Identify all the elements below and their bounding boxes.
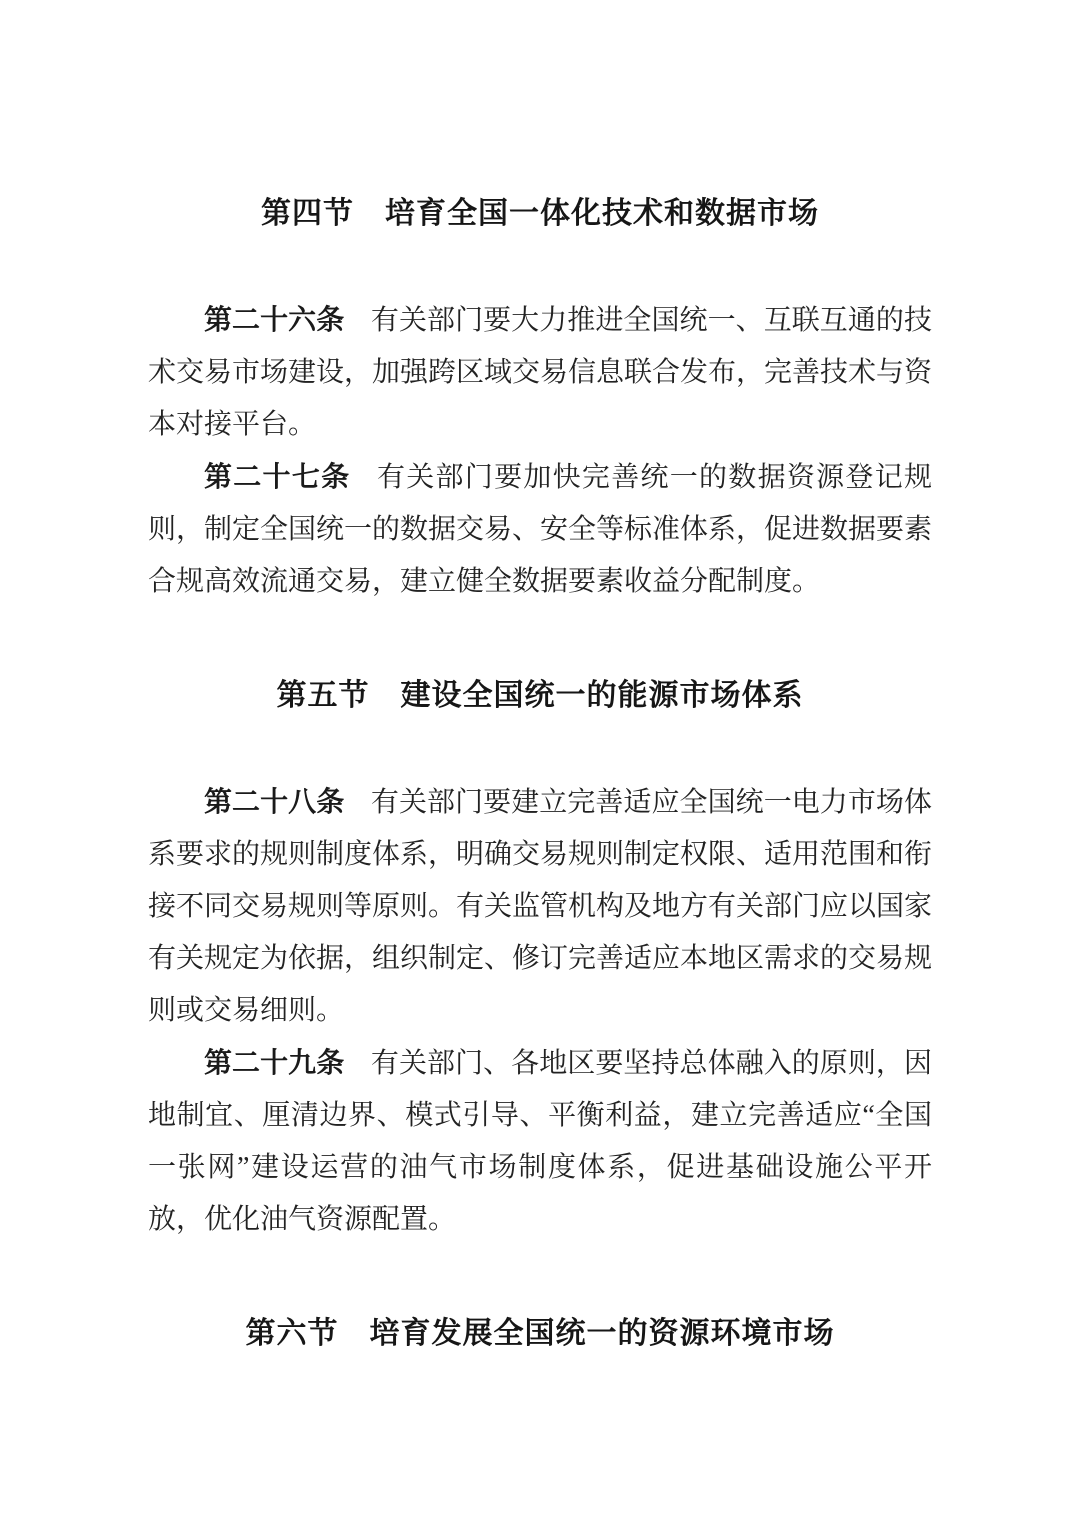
section-heading-4: 第四节 培育全国一体化技术和数据市场 [261,197,819,230]
article-paragraph-27 [148,451,932,608]
article-28-number: 第二十八条 [204,786,345,817]
section-heading-5: 第五节 建设全国统一的能源市场体系 [276,679,804,712]
article-paragraph-26 [148,294,932,451]
article-29-number: 第二十九条 [204,1047,345,1078]
article-27-number: 第二十七条 [204,461,351,492]
article-27-text: 有关部门要加快完善统一的数据资源登记规则，制定全国统一的数据交易、安全等标准体系，促进数据要素合规高效流通交易，建立健全数据要素收益分配制度。 [148,462,933,597]
article-28-text: 有关部门要建立完善适应全国统一电力市场体系要求的规则制度体系，明确交易规则制定权限、适用范围和衔接不同交易规则等原则。有关监管机构及地方有关部门应以国家有关规定为依据，组织制定、修订完善适应本地区需求的交易规则或交易细则。 [148,787,933,1026]
article-29-text: 有关部门、各地区要坚持总体融入的原则，因地制宜、厘清边界、模式引导、平衡利益，建立完善适应“全国一张网”建设运营的油气市场制度体系，促进基础设施公平开放，优化油气资源配置。 [148,1048,932,1235]
article-paragraph-29 [148,1037,932,1246]
section-heading-6: 第六节 培育发展全国统一的资源环境市场 [245,1317,835,1350]
article-26-number: 第二十六条 [204,304,345,335]
article-paragraph-28 [148,776,932,1037]
article-26-text: 有关部门要大力推进全国统一、互联互通的技术交易市场建设，加强跨区域交易信息联合发布，完善技术与资本对接平台。 [148,305,933,440]
